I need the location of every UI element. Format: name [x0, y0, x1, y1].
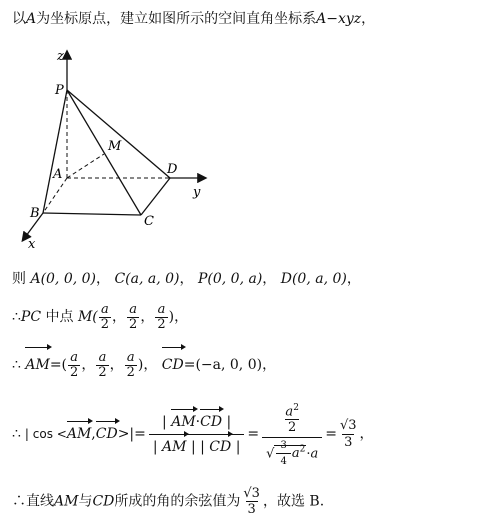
cos-close: >|=	[117, 426, 146, 442]
coords-line	[12, 270, 361, 288]
denominator: 3	[344, 434, 353, 450]
vector-CD: CD	[162, 350, 184, 380]
therefore-symbol: ∴	[12, 357, 21, 373]
label-y: y	[193, 185, 201, 200]
equals-open: =(	[49, 357, 68, 373]
label-A: A	[53, 167, 63, 182]
label-z: z	[57, 49, 64, 64]
vector-CD: CD	[200, 413, 223, 430]
numerator: √3	[339, 417, 357, 433]
origin-label: A	[26, 11, 37, 27]
denominator: 2	[157, 316, 166, 332]
half-a-squared	[281, 401, 303, 437]
label-x: x	[28, 237, 36, 252]
dot: ·	[306, 446, 311, 462]
edge-BC	[43, 213, 141, 215]
midpoint-text: 中点	[45, 309, 74, 325]
conclusion-text-1: 直线	[26, 493, 54, 510]
root3-over-3	[241, 486, 262, 517]
abs-bar: |	[162, 413, 167, 430]
close-paren: )，	[137, 357, 158, 373]
denominator: 2	[129, 316, 138, 332]
root3-over-3	[338, 418, 359, 451]
fraction-a-over-2	[125, 351, 137, 380]
comma: ，	[109, 357, 124, 373]
therefore-symbol: ∴	[12, 309, 21, 325]
vector-CD: CD	[209, 438, 232, 455]
numerator: a	[157, 301, 166, 317]
vector-AM: AM	[162, 438, 187, 455]
exponent: 2	[299, 445, 306, 455]
intro-line	[12, 10, 375, 28]
fraction-a-over-2	[96, 351, 108, 380]
label-B: B	[30, 206, 40, 221]
conclusion-text-2: 与	[78, 493, 93, 510]
conclusion-line	[12, 486, 324, 517]
vector-CD: CD	[95, 426, 118, 442]
coords-sep: ，	[262, 271, 277, 287]
therefore-symbol: ∴	[12, 426, 21, 442]
dot-product	[158, 412, 235, 434]
abs-bar: |	[226, 413, 232, 430]
comma: ，	[81, 357, 96, 373]
comma: ，	[359, 426, 374, 442]
dot: ·	[195, 413, 201, 430]
fraction-a-over-2	[127, 303, 139, 332]
coord-D: D(0, a, 0)	[280, 271, 347, 287]
numerator: √3	[243, 486, 260, 501]
numerator: 3	[280, 440, 287, 452]
edge-PD	[67, 90, 170, 178]
numerator: a	[98, 349, 107, 365]
segment-AM	[67, 154, 104, 178]
coord-P: P(0, 0, a)	[197, 271, 263, 287]
edge-CD	[141, 178, 170, 215]
norm-product	[149, 434, 245, 457]
abs-bars: | |	[190, 438, 205, 455]
denominator: 4	[276, 453, 290, 467]
denominator: 3	[247, 502, 256, 517]
three-quarters	[276, 440, 290, 467]
abs-bar: |	[235, 438, 241, 455]
line-AM: AM	[54, 493, 79, 510]
vectors-line	[12, 350, 276, 380]
cosine-line	[12, 388, 374, 480]
a: a	[291, 446, 300, 462]
label-P: P	[55, 83, 64, 98]
a: a	[310, 446, 319, 462]
label-M: M	[108, 139, 122, 154]
denominator: 2	[285, 419, 299, 435]
equals: =	[325, 426, 337, 442]
equals: =	[247, 426, 260, 442]
coords-end: ，	[346, 271, 361, 287]
denominator: 2	[100, 316, 110, 332]
radicand	[274, 440, 306, 468]
cos-open: | cos <	[24, 427, 67, 441]
fraction-a-over-2	[99, 303, 111, 332]
denominator: 2	[126, 364, 135, 380]
therefore-symbol: ∴	[12, 493, 26, 510]
value-fraction	[262, 401, 322, 468]
comma: ，	[140, 309, 155, 325]
numerator: a	[70, 349, 79, 365]
conclusion-text-3: 所成的角的余弦值为	[114, 493, 241, 510]
vector-CD-value: =(−a, 0, 0)，	[183, 357, 277, 373]
vector-AM: AM	[66, 426, 92, 442]
label-C: C	[144, 214, 154, 229]
conclusion-text-4: ，故选 B.	[262, 493, 325, 510]
intro-text-3: ，	[361, 11, 376, 27]
denominator: 2	[98, 364, 107, 380]
sqrt-sign: √	[266, 446, 275, 462]
coord-A: A(0, 0, 0)	[30, 271, 97, 287]
intro-text-2: 为坐标原点，建立如图所示的空间直角坐标系	[36, 11, 317, 27]
midpoint-line	[12, 302, 188, 332]
comma: ，	[112, 309, 127, 325]
abs-bar: |	[152, 438, 158, 455]
root-expression	[262, 437, 322, 467]
coords-sep: ，	[96, 271, 111, 287]
segment-PC: PC	[20, 309, 42, 325]
numerator: a	[126, 349, 135, 365]
numerator: a	[101, 301, 109, 317]
coords-sep: ，	[179, 271, 194, 287]
denominator: 2	[70, 364, 79, 380]
a-squared	[285, 401, 299, 419]
numerator: a	[129, 301, 138, 317]
coord-C: C(a, a, 0)	[114, 271, 180, 287]
exponent: 2	[293, 402, 299, 413]
line-CD: CD	[92, 493, 115, 510]
vector-AM: AM	[25, 350, 49, 380]
fraction-a-over-2	[155, 303, 167, 332]
coords-prefix: 则	[12, 271, 26, 287]
edge-PC	[67, 90, 141, 215]
a: a	[285, 404, 294, 419]
point-M-open: M(	[77, 309, 98, 325]
label-D: D	[167, 162, 178, 177]
intro-text-1: 以	[12, 11, 26, 27]
point-M-close: )，	[168, 309, 189, 325]
edge-PB	[43, 90, 67, 213]
cosine-fraction	[149, 412, 245, 457]
comma: ,	[91, 426, 96, 442]
vector-AM: AM	[171, 413, 196, 430]
coordinate-system-label: A−xyz	[316, 11, 362, 27]
pyramid-figure	[0, 44, 260, 254]
fraction-a-over-2	[68, 351, 80, 380]
